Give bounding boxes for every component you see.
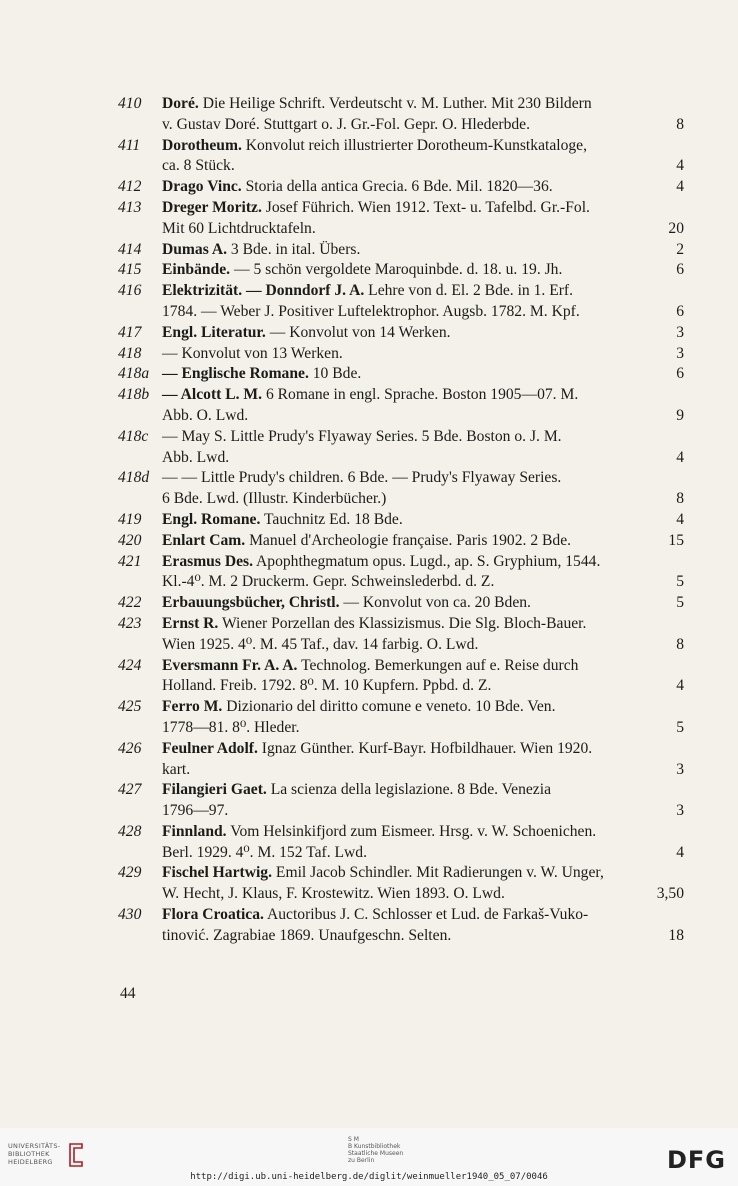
page-number: 44 <box>120 985 136 1002</box>
entry-line <box>162 531 684 552</box>
entry-heading: Filangieri Gaet. <box>162 781 267 799</box>
estimate-price: 4 <box>676 448 684 466</box>
ub-heidelberg-logo-text <box>8 1142 60 1166</box>
entry-text: Dizionario del diritto comune e veneto. 10 Bde. Ven. <box>222 698 556 716</box>
ub-line: UNIVERSITÄTS- <box>8 1142 61 1150</box>
catalog-entry <box>0 739 738 781</box>
entry-text: kart. <box>162 760 191 778</box>
entry-heading: Feulner Adolf. <box>162 739 258 757</box>
entry-text: Vom Helsinkifjord zum Eismeer. Hrsg. v. W. Schoenichen. <box>226 822 597 840</box>
catalog-entry <box>0 323 738 344</box>
catalog-entry <box>0 136 738 178</box>
entry-text: 6 Bde. Lwd. (Illustr. Kinderbücher.) <box>162 490 387 508</box>
entry-line <box>162 468 684 489</box>
lot-number: 418b <box>118 386 150 404</box>
entry-heading: Enlart Cam. <box>162 531 246 549</box>
entry-line <box>162 780 684 801</box>
catalog-entry <box>0 863 738 905</box>
entry-line <box>162 697 684 718</box>
estimate-price: 3 <box>676 323 684 341</box>
entry-heading: Finnland. <box>162 822 227 840</box>
catalog-entry <box>0 905 738 947</box>
entry-heading: Dumas A. <box>162 240 227 258</box>
entry-line <box>162 884 684 905</box>
entry-text: Emil Jacob Schindler. Mit Radierungen v. W. Unger, <box>272 864 604 882</box>
entry-heading: Einbände. <box>162 261 231 279</box>
entry-heading: Erbauungsbücher, Christl. <box>162 594 340 612</box>
catalog-entry <box>0 364 738 385</box>
estimate-price: 5 <box>676 718 684 736</box>
entry-text: — May S. Little Prudy's Flyaway Series. 5 Bde. Boston o. J. M. <box>162 427 562 445</box>
entry-text: Wiener Porzellan des Klassizismus. Die Slg. Bloch-Bauer. <box>218 614 587 632</box>
entry-heading: Engl. Romane. <box>162 510 261 528</box>
ub-line: BIBLIOTHEK <box>8 1150 50 1158</box>
lot-number: 427 <box>118 781 142 799</box>
smb-logo-text <box>348 1136 403 1164</box>
lot-number: 412 <box>118 178 142 196</box>
smb-line: B Kunstbibliothek <box>348 1143 401 1150</box>
entry-line <box>162 156 684 177</box>
estimate-price: 20 <box>668 219 684 237</box>
catalog-entry <box>0 822 738 864</box>
entry-heading: Erasmus Des. <box>162 552 253 570</box>
entry-line <box>162 676 684 697</box>
entry-line <box>162 427 684 448</box>
estimate-price: 8 <box>676 115 684 133</box>
entry-line <box>162 572 684 593</box>
entry-text: Josef Führich. Wien 1912. Text- u. Tafelbd. Gr.-Fol. <box>261 198 590 216</box>
entry-line <box>162 843 684 864</box>
dfg-logo: DFG <box>666 1146 726 1174</box>
entry-text: Wien 1925. 4⁰. M. 45 Taf., dav. 14 farbig. O. Lwd. <box>162 635 479 653</box>
estimate-price: 3 <box>676 344 684 362</box>
lot-number: 411 <box>118 136 141 154</box>
entry-text: Berl. 1929. 4⁰. M. 152 Taf. Lwd. <box>162 843 367 861</box>
lot-number: 418d <box>118 469 150 487</box>
entry-text: — 5 schön vergoldete Maroquinbde. d. 18. u. 19. Jh. <box>230 261 563 279</box>
catalog-entry <box>0 94 738 136</box>
lot-number: 417 <box>118 323 142 341</box>
entry-text: — Konvolut von 13 Werken. <box>162 344 343 362</box>
entry-heading: Flora Croatica. <box>162 906 264 924</box>
ub-heidelberg-logo-icon <box>66 1142 86 1168</box>
estimate-price: 4 <box>676 157 684 175</box>
entry-text: — Konvolut von ca. 20 Bden. <box>339 594 531 612</box>
entry-text: Manuel d'Archeologie française. Paris 1902. 2 Bde. <box>245 531 572 549</box>
entry-line <box>162 905 684 926</box>
estimate-price: 2 <box>676 240 684 258</box>
entry-text: Tauchnitz Ed. 18 Bde. <box>260 510 403 528</box>
entry-text: 10 Bde. <box>308 365 362 383</box>
catalog-entry <box>0 240 738 261</box>
entry-text: 1784. — Weber J. Positiver Luftelektrophor. Augsb. 1782. M. Kpf. <box>162 302 580 320</box>
entry-text: Auctoribus J. C. Schlosser et Lud. de Farkaš-Vuko- <box>263 906 589 924</box>
catalog-entry <box>0 552 738 594</box>
lot-number: 416 <box>118 282 142 300</box>
catalog-entry <box>0 177 738 198</box>
entry-text: Die Heilige Schrift. Verdeutscht v. M. Luther. Mit 230 Bildern <box>198 95 592 112</box>
lot-number: 418 <box>118 344 142 362</box>
entry-line <box>162 198 684 219</box>
catalog-entry <box>0 281 738 323</box>
lot-number: 423 <box>118 614 142 632</box>
entry-line <box>162 94 684 115</box>
entry-line <box>162 656 684 677</box>
lot-number: 421 <box>118 552 142 570</box>
estimate-price: 4 <box>676 510 684 528</box>
entry-line <box>162 552 684 573</box>
entry-line <box>162 323 684 344</box>
lot-number: 418c <box>118 427 149 445</box>
entry-text: Abb. O. Lwd. <box>162 406 249 424</box>
entry-line <box>162 219 684 240</box>
catalog-entry <box>0 260 738 281</box>
estimate-price: 3 <box>676 802 684 820</box>
entry-text: 3 Bde. in ital. Übers. <box>227 240 361 258</box>
entry-heading: Dorotheum. <box>162 136 242 154</box>
entry-heading: Ernst R. <box>162 614 219 632</box>
entry-text: Mit 60 Lichtdrucktafeln. <box>162 219 316 237</box>
lot-number: 426 <box>118 739 142 757</box>
estimate-price: 4 <box>676 677 684 695</box>
estimate-price: 3 <box>676 760 684 778</box>
source-url[interactable]: http://digi.ub.uni-heidelberg.de/diglit/weinmueller1940_05_07/0046 <box>190 1172 548 1182</box>
catalog-entry <box>0 531 738 552</box>
entry-line <box>162 406 684 427</box>
entry-text: — — Little Prudy's children. 6 Bde. — Prudy's Flyaway Series. <box>162 469 562 487</box>
lot-number: 419 <box>118 510 142 528</box>
entry-line <box>162 739 684 760</box>
catalog-entry <box>0 385 738 427</box>
entry-heading: Drago Vinc. <box>162 178 242 196</box>
entry-line <box>162 718 684 739</box>
lot-number: 424 <box>118 656 142 674</box>
entry-text: Technolog. Bemerkungen auf e. Reise durch <box>297 656 579 674</box>
entry-line <box>162 136 684 157</box>
estimate-price: 15 <box>668 531 684 549</box>
estimate-price: 6 <box>676 261 684 279</box>
catalog-entry <box>0 510 738 531</box>
smb-line: zu Berlin <box>348 1157 375 1164</box>
entry-text: W. Hecht, J. Klaus, F. Krostewitz. Wien 1893. O. Lwd. <box>162 885 505 903</box>
estimate-price: 18 <box>668 926 684 944</box>
smb-line: S M <box>348 1136 359 1143</box>
entry-text: tinović. Zagrabiae 1869. Unaufgeschn. Selten. <box>162 926 452 944</box>
entry-text: 1778—81. 8⁰. Hleder. <box>162 718 300 736</box>
entry-text: Lehre von d. El. 2 Bde. in 1. Erf. <box>364 282 574 300</box>
entry-text: Storia della antica Grecia. 6 Bde. Mil. 1820—36. <box>241 178 553 196</box>
ub-line: HEIDELBERG <box>8 1158 53 1166</box>
entry-heading: Engl. Literatur. <box>162 323 266 341</box>
entry-line <box>162 822 684 843</box>
entry-text: Ignaz Günther. Kurf-Bayr. Hofbildhauer. Wien 1920. <box>257 739 593 757</box>
estimate-price: 4 <box>676 843 684 861</box>
entry-line <box>162 489 684 510</box>
lot-number: 430 <box>118 906 142 924</box>
catalog-entry <box>0 344 738 365</box>
entry-text: Abb. Lwd. <box>162 448 230 466</box>
entry-text: Holland. Freib. 1792. 8⁰. M. 10 Kupfern. Ppbd. d. Z. <box>162 677 492 695</box>
digitization-footer <box>0 1128 738 1186</box>
estimate-price: 5 <box>676 573 684 591</box>
lot-number: 425 <box>118 698 142 716</box>
estimate-price: 5 <box>676 594 684 612</box>
entry-text: — Konvolut von 14 Werken. <box>265 323 451 341</box>
entry-line <box>162 344 684 365</box>
estimate-price: 4 <box>676 178 684 196</box>
entry-text: Konvolut reich illustrierter Dorotheum-Kunstkataloge, <box>241 136 587 154</box>
entry-heading: Eversmann Fr. A. A. <box>162 656 298 674</box>
entry-line <box>162 385 684 406</box>
entry-line <box>162 177 684 198</box>
lot-number: 420 <box>118 531 142 549</box>
entry-line <box>162 240 684 261</box>
entry-line <box>162 635 684 656</box>
estimate-price: 9 <box>676 406 684 424</box>
entry-line <box>162 448 684 469</box>
catalog-entry <box>0 593 738 614</box>
catalog-entries <box>0 94 738 947</box>
entry-line <box>162 863 684 884</box>
catalog-entry <box>0 697 738 739</box>
lot-number: 422 <box>118 594 142 612</box>
catalog-entry <box>0 614 738 656</box>
entry-heading: — Englische Romane. <box>162 365 309 383</box>
entry-line <box>162 302 684 323</box>
entry-text: ca. 8 Stück. <box>162 157 235 175</box>
lot-number: 413 <box>118 198 142 216</box>
estimate-price: 8 <box>676 635 684 653</box>
lot-number: 414 <box>118 240 142 258</box>
entry-line <box>162 614 684 635</box>
lot-number: 410 <box>118 95 142 112</box>
entry-text: 1796—97. <box>162 802 229 820</box>
entry-line <box>162 926 684 947</box>
estimate-price: 8 <box>676 490 684 508</box>
catalog-entry <box>0 780 738 822</box>
entry-line <box>162 364 684 385</box>
lot-number: 429 <box>118 864 142 882</box>
entry-heading: Dreger Moritz. <box>162 198 262 216</box>
entry-heading: Fischel Hartwig. <box>162 864 273 882</box>
entry-line <box>162 281 684 302</box>
entry-line <box>162 760 684 781</box>
catalog-entry <box>0 198 738 240</box>
estimate-price: 6 <box>676 365 684 383</box>
entry-text: 6 Romane in engl. Sprache. Boston 1905—07. M. <box>262 386 579 404</box>
lot-number: 428 <box>118 822 142 840</box>
entry-line <box>162 115 684 136</box>
entry-heading: Elektrizität. — Donndorf J. A. <box>162 282 365 300</box>
catalog-entry <box>0 427 738 469</box>
lot-number: 415 <box>118 261 142 279</box>
catalog-entry <box>0 656 738 698</box>
entry-line <box>162 801 684 822</box>
entry-line <box>162 593 684 614</box>
entry-text: Apophthegmatum opus. Lugd., ap. S. Gryphium, 1544. <box>252 552 601 570</box>
entry-text: Kl.-4⁰. M. 2 Druckerm. Gepr. Schweinslederbd. d. Z. <box>162 573 495 591</box>
catalog-entry <box>0 468 738 510</box>
entry-heading: Doré. <box>162 95 199 112</box>
entry-line <box>162 510 684 531</box>
smb-line: Staatliche Museen <box>348 1150 404 1157</box>
entry-text: v. Gustav Doré. Stuttgart o. J. Gr.-Fol. Gepr. O. Hlederbde. <box>162 115 530 133</box>
entry-heading: Ferro M. <box>162 698 223 716</box>
estimate-price: 3,50 <box>656 885 684 903</box>
lot-number: 418a <box>118 365 150 383</box>
estimate-price: 6 <box>676 302 684 320</box>
entry-heading: — Alcott L. M. <box>162 386 263 404</box>
entry-line <box>162 260 684 281</box>
entry-text: La scienza della legislazione. 8 Bde. Venezia <box>266 781 551 799</box>
